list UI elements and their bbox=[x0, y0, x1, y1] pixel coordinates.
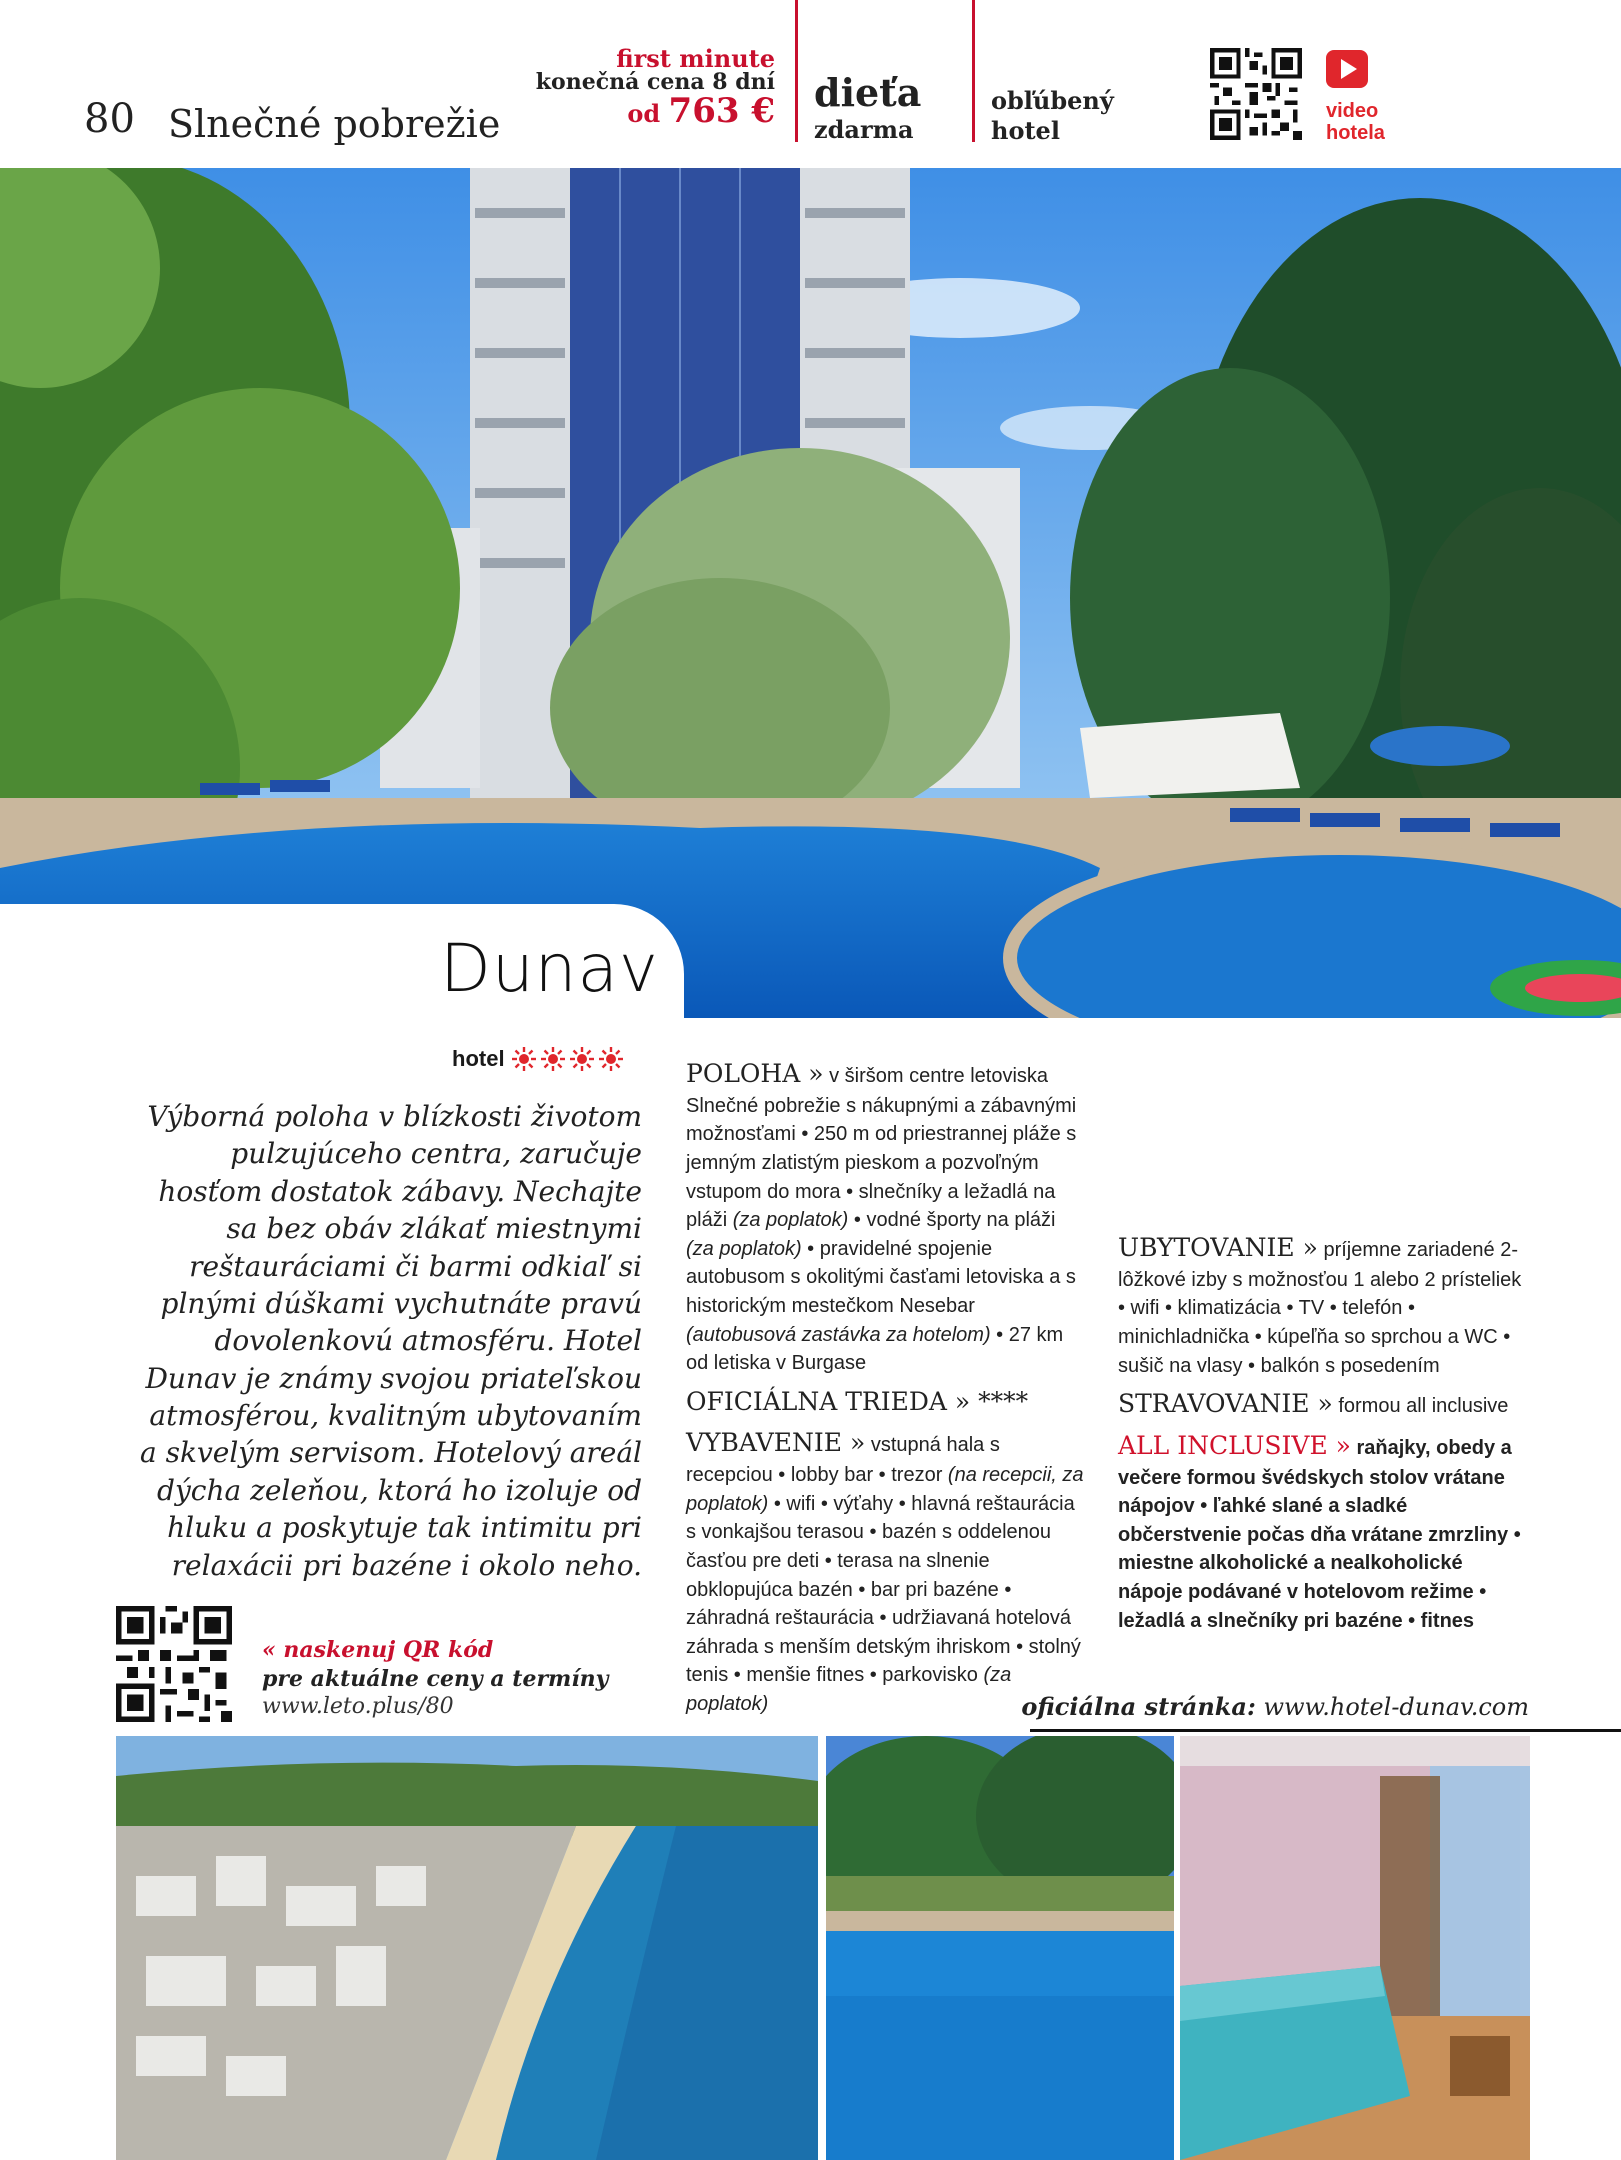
poloha-text-4: • 27 km od letiska v Burgase bbox=[686, 1323, 1064, 1375]
all-inclusive-heading: ALL INCLUSIVE » bbox=[1118, 1430, 1351, 1460]
diet-label: dieťa bbox=[814, 70, 922, 115]
pool-photo bbox=[826, 1736, 1174, 2160]
vybavenie-note-2: (za poplatok) bbox=[686, 1664, 1012, 1715]
hotel-intro: Výborná poloha v blízkosti životom pulzujúceho centra, zaručuje hosťom dostatok zábavy. Nechajte sa bez obáv zlákať miestnymi reštauráciami či barmi odkiaľ si plnými dúškami vychutnáte pravú dovolenkovú atmosféru. Hotel Dunav je známy svojou priateľskou atmosférou, kvalitným ubytovaním a skvelým servisom. Hotelový areál dýcha zeleňou, ktorá ho izoluje od hluku a poskytuje tak intimitu pri relaxácii pri bazéne i okolo neho. bbox=[140, 1100, 642, 1582]
trieda-heading: OFICIÁLNA TRIEDA » **** bbox=[686, 1386, 1029, 1416]
poloha-note-2: (za poplatok) bbox=[686, 1237, 802, 1260]
video-label-line2: hotela bbox=[1326, 122, 1385, 144]
page-number: 80 bbox=[84, 96, 135, 142]
star-rating bbox=[511, 1046, 624, 1072]
poloha-note-3: (autobusová zastávka za hotelom) bbox=[686, 1323, 991, 1346]
all-inclusive-section bbox=[1118, 1428, 1528, 1635]
hotel-rating bbox=[452, 1046, 624, 1072]
beach-aerial-photo bbox=[116, 1736, 818, 2160]
hotel-name: Dunav bbox=[440, 930, 659, 1007]
official-label: oficiálna stránka: bbox=[1021, 1692, 1256, 1721]
poloha-note-1: (za poplatok) bbox=[732, 1209, 849, 1232]
offer-duration: konečná cena 8 dní bbox=[535, 69, 775, 96]
poloha-text-3: • pravidelné spojenie autobusom s okolitými časťami letoviska a s historickým mestečkom Nesebar bbox=[686, 1237, 1076, 1317]
official-url[interactable]: www.hotel-dunav.com bbox=[1255, 1693, 1529, 1721]
offer-prefix: od bbox=[627, 99, 669, 129]
offer-price: 763 € bbox=[668, 91, 775, 132]
hero-photo bbox=[0, 168, 1621, 1018]
stravovanie-section bbox=[1118, 1386, 1528, 1422]
section-title: Slnečné pobrežie bbox=[168, 102, 501, 146]
favorite-hotel-badge bbox=[991, 86, 1114, 146]
qr-note-link[interactable]: www.leto.plus/80 bbox=[262, 1694, 454, 1720]
vybavenie-note-1: (na recepcii, za poplatok) bbox=[686, 1464, 1084, 1515]
video-qr-code-icon[interactable] bbox=[1210, 48, 1302, 140]
qr-note-line1: « naskenuj QR kód bbox=[262, 1637, 494, 1663]
fav-label: obľúbený bbox=[991, 86, 1114, 115]
all-inclusive-text: raňajky, obedy a večere formou švédskych stolov vrátane nápojov • ľahké slané a sladké občerstvenie počas dňa vrátane zmrzliny • miestne alkoholické a nealkoholické nápoje podávané v hotelovom režime • ležadlá a slnečníky pri bazéne • fitnes bbox=[1118, 1436, 1521, 1632]
offer-label: first minute bbox=[616, 44, 775, 73]
poloha-text-1: v širšom centre letoviska Slnečné pobrežie s nákupnými a zábavnými možnosťami • 250 m od priestrannej pláže s jemným zlatistým pieskom a pozvoľným vstupom do mora • slnečníky a ležadlá na pláži bbox=[686, 1065, 1077, 1232]
stravovanie-text: formou all inclusive bbox=[1332, 1395, 1509, 1418]
offer-price-line bbox=[520, 91, 775, 132]
qr-note-line2: pre aktuálne ceny a termíny bbox=[262, 1665, 609, 1692]
trieda-section bbox=[686, 1384, 1086, 1420]
poloha-text-2: • vodné športy na pláži bbox=[848, 1209, 1056, 1232]
sun-star-icon bbox=[511, 1046, 537, 1072]
stravovanie-heading: STRAVOVANIE » bbox=[1118, 1389, 1333, 1419]
vybavenie-section bbox=[686, 1425, 1086, 1718]
info-column-1 bbox=[686, 1056, 1086, 1725]
diet-sublabel: zdarma bbox=[814, 115, 914, 144]
sun-star-icon bbox=[569, 1046, 595, 1072]
poloha-heading: POLOHA » bbox=[686, 1059, 824, 1088]
bottom-divider bbox=[1030, 1729, 1621, 1732]
ubytovanie-text: príjemne zariadené 2-lôžkové izby s možnosťou 1 alebo 2 prísteliek • wifi • klimatizácia • TV • telefón • minichladnička • kúpeľňa so sprchou a WC • sušič na vlasy • balkón s posedením bbox=[1118, 1239, 1522, 1377]
header-divider bbox=[972, 0, 975, 142]
header-divider bbox=[795, 0, 798, 142]
child-free-badge bbox=[814, 70, 922, 144]
room-photo bbox=[1180, 1736, 1530, 2160]
info-column-2 bbox=[1118, 1230, 1528, 1641]
qr-note bbox=[262, 1636, 608, 1722]
poloha-section bbox=[686, 1056, 1086, 1378]
ubytovanie-section bbox=[1118, 1230, 1528, 1380]
ubytovanie-heading: UBYTOVANIE » bbox=[1118, 1233, 1318, 1262]
vybavenie-heading: VYBAVENIE » bbox=[686, 1428, 866, 1458]
fav-sublabel: hotel bbox=[991, 116, 1060, 145]
vybavenie-text-1: vstupná hala s recepciou • lobby bar • trezor bbox=[686, 1434, 1000, 1487]
sun-star-icon bbox=[598, 1046, 624, 1072]
video-label[interactable] bbox=[1326, 100, 1385, 144]
official-website[interactable] bbox=[1021, 1692, 1529, 1721]
video-play-icon[interactable] bbox=[1326, 50, 1368, 88]
hotel-type-label: hotel bbox=[452, 1046, 505, 1071]
vybavenie-text-2: • wifi • výťahy • hlavná reštaurácia s vonkajšou terasou • bazén s oddelenou časťou pre deti • terasa na slnenie obklopujúca bazén • bar pri bazéne • záhradná reštaurácia • udržiavaná hotelová záhrada s menším detským ihriskom • stolný tenis • menšie fitnes • parkovisko bbox=[686, 1492, 1081, 1687]
first-minute-offer bbox=[520, 46, 775, 130]
price-qr-code-icon[interactable] bbox=[116, 1606, 232, 1722]
video-label-line1: video bbox=[1326, 100, 1379, 122]
sun-star-icon bbox=[540, 1046, 566, 1072]
